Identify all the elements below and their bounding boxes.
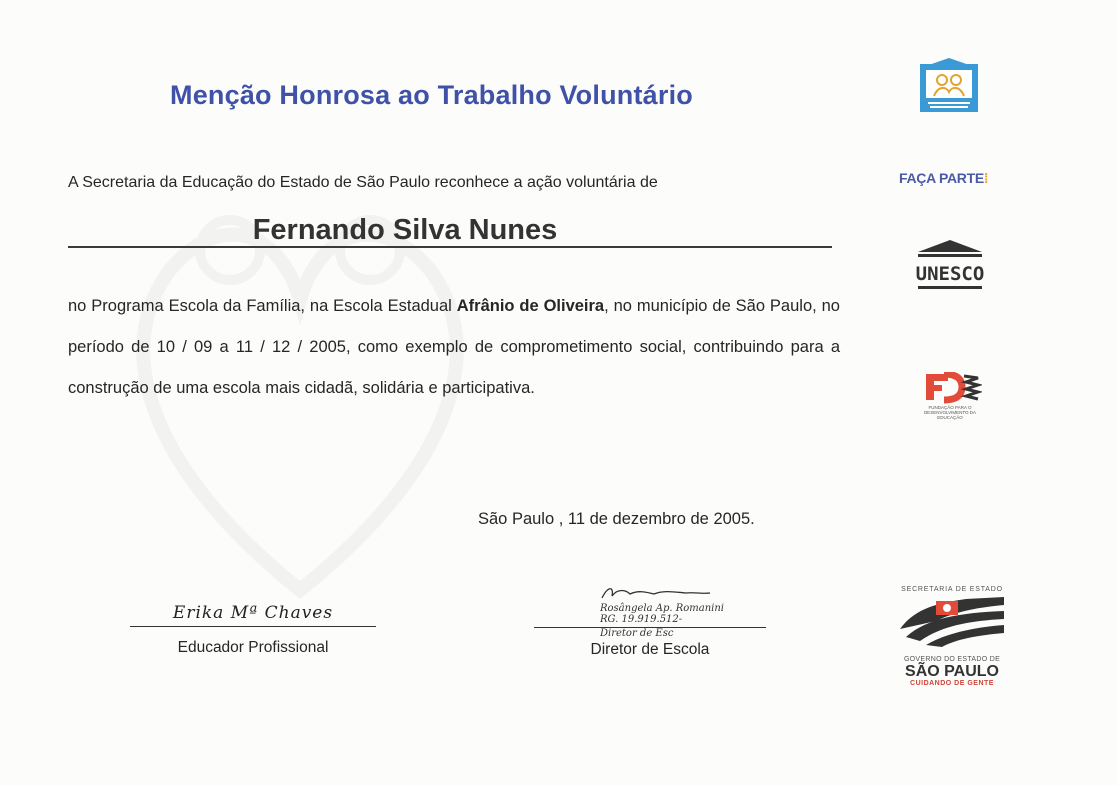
signature-handwritten: Erika Mª Chaves xyxy=(172,603,334,623)
signature-role: Diretor de Escola xyxy=(590,641,710,658)
name-underline xyxy=(68,246,832,248)
unesco-logo-icon xyxy=(914,238,986,294)
escola-da-familia-logo-icon xyxy=(918,58,980,114)
sp-secretaria-text: SECRETARIA DE ESTADO xyxy=(901,586,1003,593)
sp-tagline-text: CUIDANDO DE GENTE xyxy=(910,680,994,687)
body-part-2: , no município de São Paulo, no período de 10 / 09 a 11 / 12 / 2005, como exemplo de comprometimento social, contribuindo para a construção de uma escola mais cidadã, solidária e participativa. xyxy=(68,297,840,397)
recipient-name: Fernando Silva Nunes xyxy=(252,214,558,246)
director-stamp xyxy=(534,603,766,625)
signature-line xyxy=(130,626,376,627)
sp-flag-stripes-icon xyxy=(896,593,1008,649)
certificate-body xyxy=(68,286,840,409)
signature-scribble-icon xyxy=(534,584,766,602)
stamp-name: Rosângela Ap. Romanini xyxy=(600,603,724,614)
signature-director xyxy=(534,584,766,659)
date-line: São Paulo , 11 de dezembro de 2005. xyxy=(478,510,755,528)
stamp-role: Diretor de Esc xyxy=(600,628,674,639)
sp-name-text: SÃO PAULO xyxy=(905,663,999,680)
body-part-1: no Programa Escola da Família, na Escola Estadual xyxy=(68,297,457,315)
stamp-rg: RG. 19.919.512- xyxy=(600,614,683,625)
certificate-title: Menção Honrosa ao Trabalho Voluntário xyxy=(170,80,693,110)
faca-parte-mark-icon: ⁞ xyxy=(983,170,989,186)
intro-text: A Secretaria da Educação do Estado de São Paulo reconhece a ação voluntária de xyxy=(68,174,658,191)
faca-parte-text: FAÇA PARTE xyxy=(899,170,984,186)
fde-caption: FUNDAÇÃO PARA O DESENVOLVIMENTO DA EDUCAÇÃO xyxy=(923,405,977,420)
unesco-text: UNESCO xyxy=(915,263,985,285)
signature-role: Educador Profissional xyxy=(177,639,329,656)
sp-governo-text: GOVERNO DO ESTADO DE xyxy=(903,656,1001,663)
faca-parte-logo xyxy=(899,170,988,186)
signature-educator xyxy=(130,600,376,657)
school-name: Afrânio de Oliveira xyxy=(456,297,605,315)
sao-paulo-government-logo xyxy=(896,586,1008,687)
